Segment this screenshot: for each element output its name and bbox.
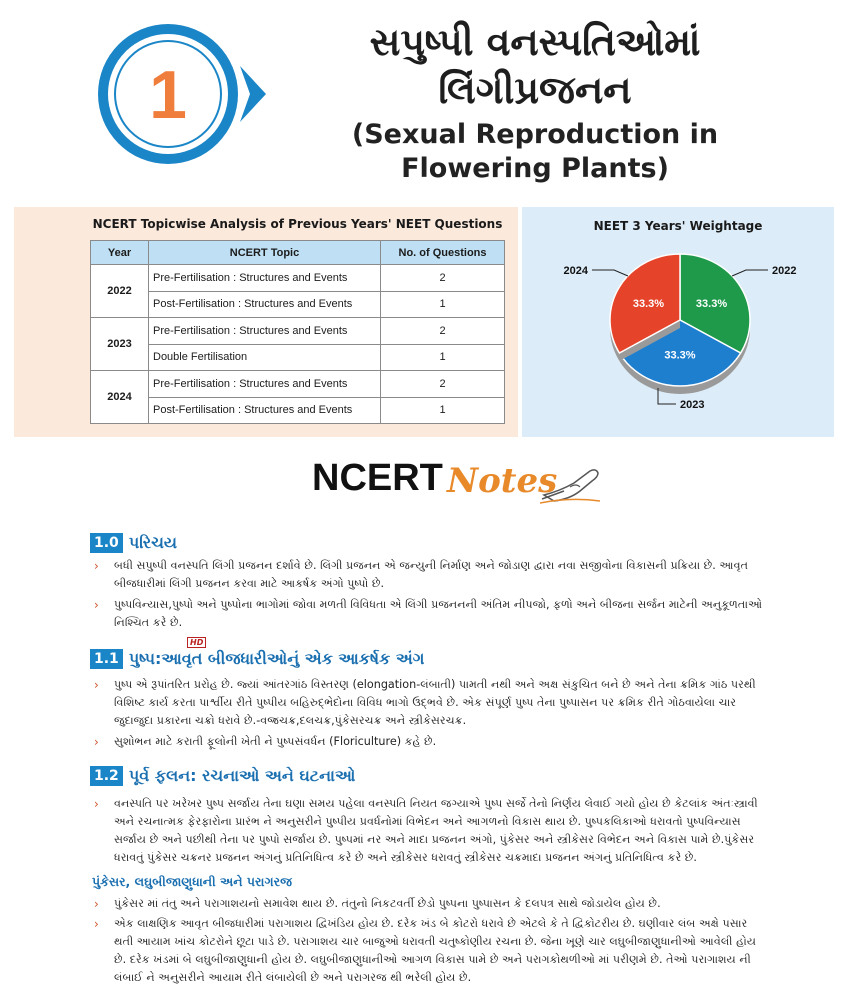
pie-value-label: 33.3% xyxy=(695,297,728,310)
topic-cell: Double Fertilisation xyxy=(149,344,381,371)
chapter-title-english-line1: (Sexual Reproduction in xyxy=(351,119,719,150)
ncert-notes-logo xyxy=(312,455,602,507)
year-cell: 2023 xyxy=(91,318,149,371)
bullet-arrow-icon: › xyxy=(94,917,99,931)
section-1-2-heading xyxy=(90,765,355,787)
section-1-0-heading xyxy=(90,532,177,554)
bullet-arrow-icon: › xyxy=(94,797,99,811)
list-item: એક લાક્ષણિક આવૃત બીજધારીમાં પરાગાશય દ્વિખંડિય હોય છે. દરેક ખંડ બે કોટરો ધરાવે છે એટલે કે તે દ્વિકોટરીય છે. ઘણીવાર લંબ અક્ષે પસાર થતી આયામ ખાંચ કોટરોને છૂટા પાડે છે. પરાગાશય ચાર બાજુઓ ધરાવતી ચતુષ્કોણીય રચના છે. જેના ખૂણે ચાર લઘુબીજાણુધાનીઓ આવેલી હોય છે. દરેક ખંડમાં બે લઘુબીજાણુધાની હોય છે. લઘુબીજાણુધાનીઓ આગળ વિકાસ પામે છે અને પરાગકોથળીઓ માં પરીણમે છે. તેઓ પરાગાશય ની લંબાઈ ને અનુસરીને આયામ રીતે લંબાયેલી છે અને પરાગરજ થી ભરેલી હોય છે. xyxy=(114,917,756,984)
pie-year-label: 2022 xyxy=(772,265,797,277)
section-1-1-heading xyxy=(90,648,424,670)
section-title: પુષ્પ:આવૃત બીજધારીઓનું એક આકર્ષક અંગ xyxy=(128,649,425,668)
logo-notes-text: Notes xyxy=(447,461,558,501)
section-title: પૂર્વ ફલન: રચનાઓ અને ઘટનાઓ xyxy=(128,766,356,785)
chapter-title-gujarati-line1: સપુષ્પી વનસ્પતિઓમાં xyxy=(369,20,701,64)
pie-year-label: 2024 xyxy=(563,265,588,277)
pie-year-label: 2023 xyxy=(680,399,705,411)
pie-leader-line xyxy=(592,270,628,276)
section-number: 1.0 xyxy=(90,533,123,553)
topic-cell: Post-Fertilisation : Structures and Events xyxy=(149,397,381,424)
list-item: સુશોભન માટે કરાતી ફૂલોની ખેતી ને પુષ્પસંવર્ધન (Floriculture) કહે છે. xyxy=(114,735,437,748)
chart-title: NEET 3 Years' Weightage xyxy=(593,219,763,233)
table-row xyxy=(91,344,505,371)
count-cell: 2 xyxy=(381,371,505,398)
weightage-pie-chart xyxy=(548,250,818,420)
analysis-title: NCERT Topicwise Analysis of Previous Years' NEET Questions xyxy=(92,217,503,231)
bullet-arrow-icon: › xyxy=(94,897,99,911)
count-cell: 2 xyxy=(381,265,505,292)
pie-leader-line xyxy=(732,270,768,276)
list-item: પુષ્પ એ રૂપાંતરિત પ્રરોહ છે. જ્યાં આંતરગાંઠ વિસ્તરણ (elongation-લંબાતી) પામતી નથી અને અક્ષ સંકુચિત બને છે અને તેના ક્રમિક ગાંઠ પરથી વિશિષ્ટ કાર્ય કરતા પાર્શ્વીય રીતે પુષ્પીય બહિરુદ્ભેદોના વિવિધ ભાગો ઉદ્ભવે છે. એક સંપૂર્ણ પુષ્પ તેના પુષ્પાસન પર ક્રમિક રીતે ગોઠવાયેલા ચાર જુદાજુદા પ્રકારના ચક્રો ધરાવે છે.-વજ્રચક્ર,દલચક્ર,પુંકેસરચક્ર અને સ્ત્રીકેસરચક્ર. xyxy=(114,678,756,727)
chapter-title-english-line2: Flowering Plants) xyxy=(401,153,669,184)
count-cell: 2 xyxy=(381,318,505,345)
list-item: પુંકેસર માં તંતુ અને પરાગાશયનો સમાવેશ થાય છે. તંતુનો નિકટવર્તી છેડો પુષ્પના પુષ્પાસન કે દલપત્ર સાથે જોડાયેલ હોય છે. xyxy=(114,897,661,910)
list-item: પુષ્પવિન્યાસ,પુષ્પો અને પુષ્પોના ભાગોમાં જોવા મળતી વિવિધતા એ લિંગી પ્રજનનની અંતિમ નીપજો, ફળો અને બીજના સર્જન માટેની અનુકૂળતાઓ નિશ્ચિત કરે છે. xyxy=(114,598,763,629)
topic-cell: Pre-Fertilisation : Structures and Events xyxy=(149,371,381,398)
subheading: પુંકેસર, લઘુબીજાણુધાની અને પરાગરજ xyxy=(92,874,292,889)
section-title: પરિચય xyxy=(128,533,177,552)
chapter-title-gujarati-line2: લિંગીપ્રજનન xyxy=(438,68,632,112)
writing-hand-icon xyxy=(540,461,602,505)
analysis-table xyxy=(90,240,505,424)
topic-cell: Pre-Fertilisation : Structures and Events xyxy=(149,318,381,345)
bullet-arrow-icon: › xyxy=(94,598,99,612)
count-cell: 1 xyxy=(381,291,505,318)
year-cell: 2024 xyxy=(91,371,149,424)
list-item: બધી સપુષ્પી વનસ્પતિ લિંગી પ્રજનન દર્શાવે છે. લિંગી પ્રજનન એ જન્યુની નિર્માણ અને જોડાણ દ્વારા નવા સજીવોના વિકાસની પ્રક્રિયા છે. આવૃત બીજધારીમાં લિંગી પ્રજનન કરવા માટે આકર્ષક અંગો પુષ્પો છે. xyxy=(114,559,749,590)
table-row xyxy=(91,397,505,424)
list-item: વનસ્પતિ પર ખરેખર પુષ્પ સર્જાય તેના ઘણા સમય પહેલા વનસ્પતિ નિયત જગ્યાએ પુષ્પ સર્જે તેનો નિર્ણય લેવાઈ ગયો હોય છે કેટલાંક અંતઃસ્ત્રાવી અને રચનાત્મક ફેરફારોના પ્રારંભ ને અનુસરીને પુષ્પીય પ્રવર્ધનોમાં વિભેદન અને આગળનો વિકાસ થાય છે. પુષ્પકલિકાઓ ધરાવતો પુષ્પવિન્યાસ સર્જાય છે અને પછીથી તેના પર પુષ્પો સર્જાય છે. પુષ્પમાં નર અને માદા પ્રજનન અંગો, પુંકેસર અને સ્ત્રીકેસર વિભેદન અને વિકાસ પામે છે.પુંકેસર ધરાવતું પુંકેસર ચક્રનર પ્રજનન અંગનું પ્રતિનિધિત્વ કરે છે અને સ્ત્રીકેસર ધરાવતું સ્ત્રીકેસર ચક્રમાદા પ્રજનન અંગનું પ્રતિનિધિત્વ કરે છે. xyxy=(114,797,758,864)
topic-cell: Pre-Fertilisation : Structures and Events xyxy=(149,265,381,292)
table-row xyxy=(91,291,505,318)
hd-badge: HD xyxy=(187,637,206,648)
header-count: No. of Questions xyxy=(381,241,505,265)
bullet-arrow-icon: › xyxy=(94,735,99,749)
bullet-arrow-icon: › xyxy=(94,678,99,692)
year-cell: 2022 xyxy=(91,265,149,318)
header-topic: NCERT Topic xyxy=(149,241,381,265)
count-cell: 1 xyxy=(381,397,505,424)
pie-value-label: 33.3% xyxy=(632,297,665,310)
chapter-title-gujarati xyxy=(300,18,770,114)
table-row xyxy=(91,371,505,398)
bullet-arrow-icon: › xyxy=(94,559,99,573)
topic-cell: Post-Fertilisation : Structures and Events xyxy=(149,291,381,318)
chapter-badge xyxy=(90,14,280,174)
section-number: 1.2 xyxy=(90,766,123,786)
count-cell: 1 xyxy=(381,344,505,371)
table-row xyxy=(91,318,505,345)
pie-value-label: 33.3% xyxy=(664,349,696,362)
chapter-title-english xyxy=(300,118,770,186)
chapter-number: 1 xyxy=(149,57,187,133)
section-number: 1.1 xyxy=(90,649,123,669)
table-header-row xyxy=(91,241,505,265)
logo-ncert-text: NCERT xyxy=(312,457,443,499)
header-year: Year xyxy=(91,241,149,265)
table-row xyxy=(91,265,505,292)
